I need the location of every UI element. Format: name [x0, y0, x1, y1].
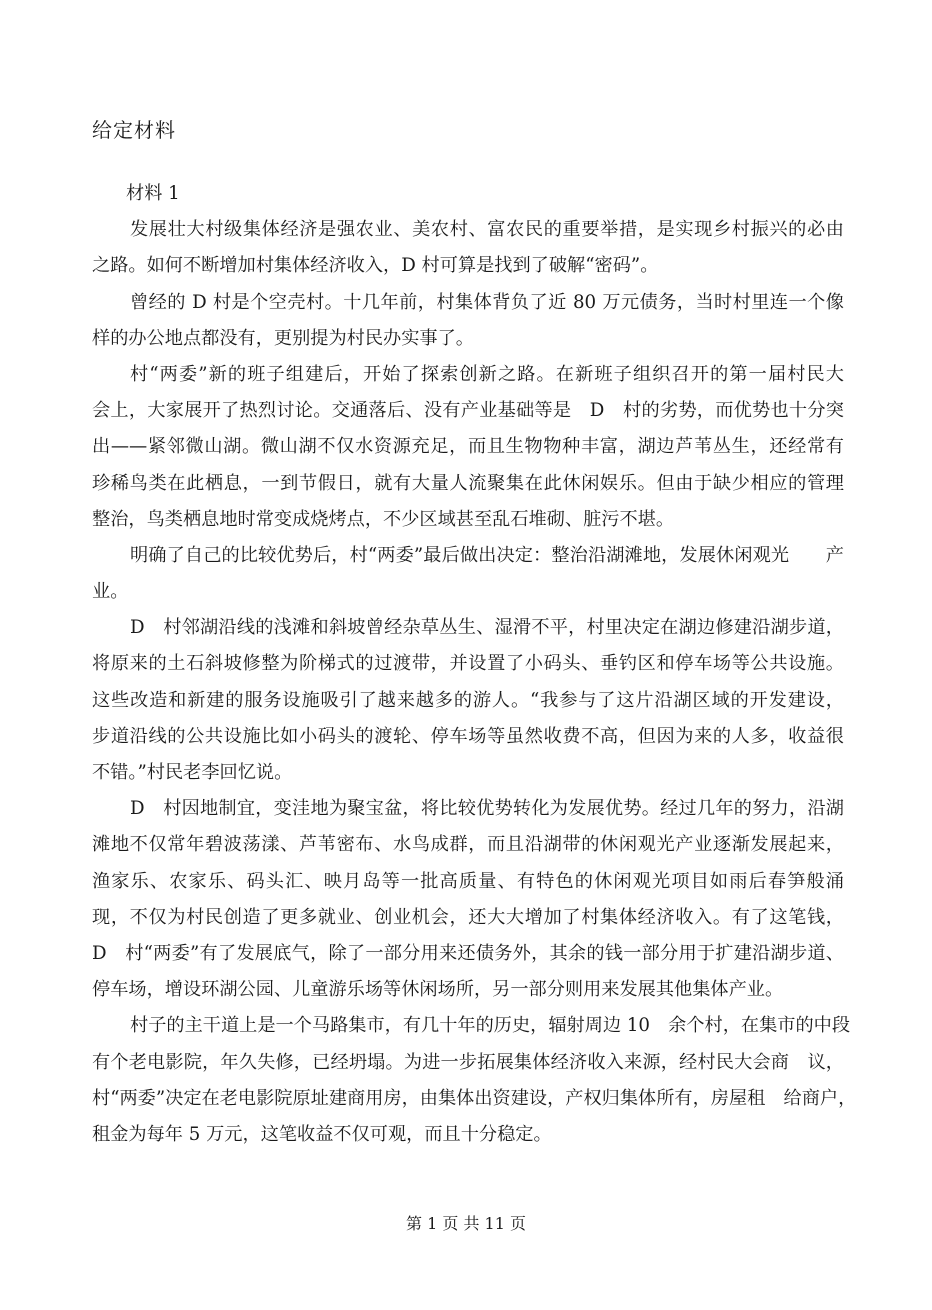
text-line: 停车场，增设环湖公园、儿童游乐场等休闲场所，另一部分则用来发展其他集体产业。: [92, 979, 784, 1001]
text-line: D 村邻湖沿线的浅滩和斜坡曾经杂草丛生、湿滑不平，村里决定在湖边修建沿湖步道，: [130, 617, 844, 639]
text-line: 发展壮大村级集体经济是强农业、美农村、富农民的重要举措，是实现乡村振兴的必由: [130, 219, 844, 241]
text-line: 渔家乐、农家乐、码头汇、映月岛等一批高质量、有特色的休闲观光项目如雨后春笋般涌: [92, 870, 844, 892]
text-line: 将原来的土石斜坡修整为阶梯式的过渡带，并设置了小码头、垂钓区和停车场等公共设施。: [92, 653, 844, 675]
document-body: [92, 176, 857, 1153]
text-line: 样的办公地点都没有，更别提为村民办实事了。: [92, 327, 474, 349]
text-line: 村“两委”决定在老电影院原址建商用房，由集体出资建设，产权归集体所有，房屋租 给商户，: [92, 1087, 857, 1109]
section-title: 给定材料: [92, 118, 176, 142]
text-line: 之路。如何不断增加村集体经济收入，D 村可算是找到了破解“密码”。: [92, 255, 659, 277]
text-line: 现，不仅为村民创造了更多就业、创业机会，还大大增加了村集体经济收入。有了这笔钱，: [92, 906, 844, 928]
text-line: D 村因地制宜，变洼地为聚宝盆，将比较优势转化为发展优势。经过几年的努力，沿湖: [130, 798, 844, 820]
material-label: 材料 1: [126, 183, 180, 204]
text-line: 不错。”村民老李回忆说。: [92, 762, 293, 783]
text-line: 有个老电影院，年久失修，已经坍塌。为进一步拓展集体经济收入来源，经村民大会商 议，: [92, 1051, 844, 1073]
text-line: D 村“两委”有了发展底气，除了一部分用来还债务外，其余的钱一部分用于扩建沿湖步道、: [92, 942, 844, 964]
text-line: 村“两委”新的班子组建后，开始了探索创新之路。在新班子组织召开的第一届村民大: [130, 363, 844, 385]
text-line: 步道沿线的公共设施比如小码头的渡轮、停车场等虽然收费不高，但因为来的人多，收益很: [92, 725, 844, 747]
text-line: 珍稀鸟类在此栖息，一到节假日，就有大量人流聚集在此休闲娱乐。但由于缺少相应的管理: [92, 472, 844, 494]
page-number-footer: 第 1 页 共 11 页: [406, 1214, 526, 1233]
text-line: 明确了自己的比较优势后，村“两委”最后做出决定：整治沿湖滩地，发展休闲观光 产: [130, 544, 844, 566]
text-line: 出——紧邻微山湖。微山湖不仅水资源充足，而且生物物种丰富，湖边芦苇丛生，还经常有: [92, 436, 844, 458]
text-line: 业。: [92, 581, 129, 603]
text-line: 村子的主干道上是一个马路集市，有几十年的历史，辐射周边 10 余个村，在集市的中段: [130, 1015, 851, 1037]
text-line: 这些改造和新建的服务设施吸引了越来越多的游人。“我参与了这片沿湖区域的开发建设，: [92, 689, 844, 711]
text-line: 会上，大家展开了热烈讨论。交通落后、没有产业基础等是 D 村的劣势，而优势也十分突: [92, 400, 844, 422]
text-line: 滩地不仅常年碧波荡漾、芦苇密布、水鸟成群，而且沿湖带的休闲观光产业逐渐发展起来，: [92, 834, 844, 856]
text-line: 租金为每年 5 万元，这笔收益不仅可观，而且十分稳定。: [92, 1123, 552, 1145]
text-line: 整治，鸟类栖息地时常变成烧烤点，不少区域甚至乱石堆砌、脏污不堪。: [92, 508, 675, 530]
text-line: 曾经的 D 村是个空壳村。十几年前，村集体背负了近 80 万元债务，当时村里连一个像: [130, 291, 844, 313]
